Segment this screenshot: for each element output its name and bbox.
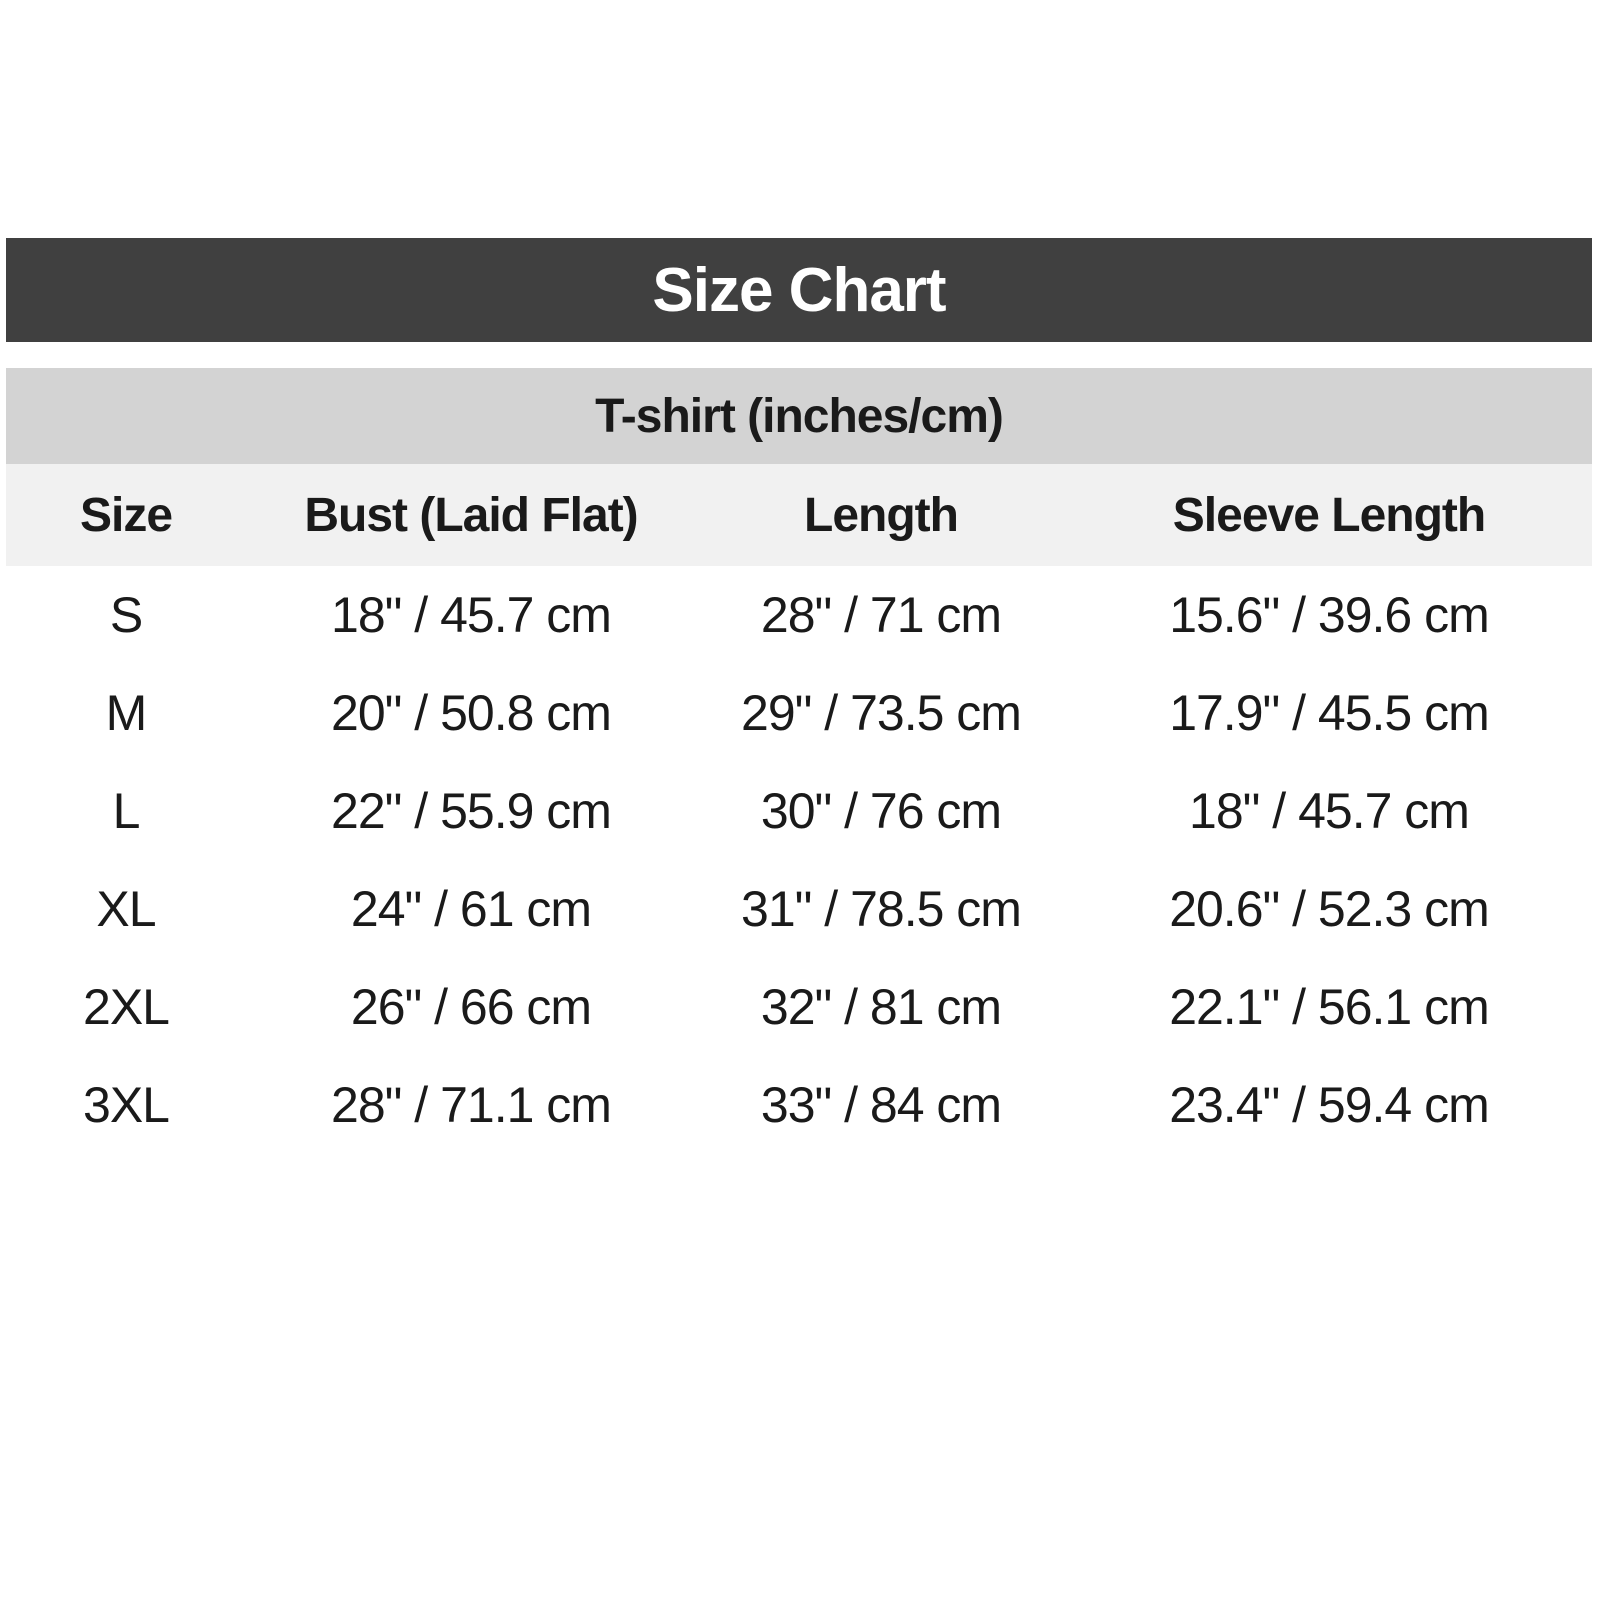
spacer xyxy=(6,342,1592,368)
length-cell: 32" / 81 cm xyxy=(760,979,1002,1035)
bust-cell: 28" / 71.1 cm xyxy=(331,1077,611,1133)
bust-cell: 22" / 55.9 cm xyxy=(331,783,611,839)
bust-cell: 24" / 61 cm xyxy=(350,881,592,937)
table-row xyxy=(6,762,1592,860)
table-row xyxy=(6,958,1592,1056)
column-header-length: Length xyxy=(804,488,958,542)
size-table xyxy=(6,464,1592,1154)
column-header-sleeve-length: Sleeve Length xyxy=(1172,488,1486,542)
sleeve-length-cell: 22.1" / 56.1 cm xyxy=(1169,979,1489,1035)
table-row xyxy=(6,1056,1592,1154)
sleeve-length-cell: 20.6" / 52.3 cm xyxy=(1169,881,1489,937)
size-cell: 3XL xyxy=(83,1077,169,1133)
length-cell: 30" / 76 cm xyxy=(760,783,1002,839)
chart-title: Size Chart xyxy=(652,255,946,325)
size-cell: S xyxy=(109,587,143,643)
size-cell: M xyxy=(105,685,147,741)
bust-cell: 20" / 50.8 cm xyxy=(331,685,611,741)
column-header-bust: Bust (Laid Flat) xyxy=(304,488,638,542)
size-chart xyxy=(6,238,1592,1154)
table-row xyxy=(6,860,1592,958)
size-cell: XL xyxy=(96,881,156,937)
sleeve-length-cell: 17.9" / 45.5 cm xyxy=(1169,685,1489,741)
length-cell: 31" / 78.5 cm xyxy=(741,881,1021,937)
length-cell: 28" / 71 cm xyxy=(760,587,1002,643)
table-header-row xyxy=(6,464,1592,566)
column-header-size: Size xyxy=(79,488,173,542)
sleeve-length-cell: 23.4" / 59.4 cm xyxy=(1169,1077,1489,1133)
chart-title-bar xyxy=(6,238,1592,342)
chart-subtitle: T-shirt (inches/cm) xyxy=(595,389,1003,443)
size-cell: 2XL xyxy=(83,979,169,1035)
bust-cell: 26" / 66 cm xyxy=(350,979,592,1035)
length-cell: 33" / 84 cm xyxy=(760,1077,1002,1133)
chart-subtitle-bar xyxy=(6,368,1592,464)
table-row xyxy=(6,664,1592,762)
sleeve-length-cell: 15.6" / 39.6 cm xyxy=(1169,587,1489,643)
table-row xyxy=(6,566,1592,664)
sleeve-length-cell: 18" / 45.7 cm xyxy=(1189,783,1469,839)
bust-cell: 18" / 45.7 cm xyxy=(331,587,611,643)
size-cell: L xyxy=(112,783,140,839)
length-cell: 29" / 73.5 cm xyxy=(741,685,1021,741)
